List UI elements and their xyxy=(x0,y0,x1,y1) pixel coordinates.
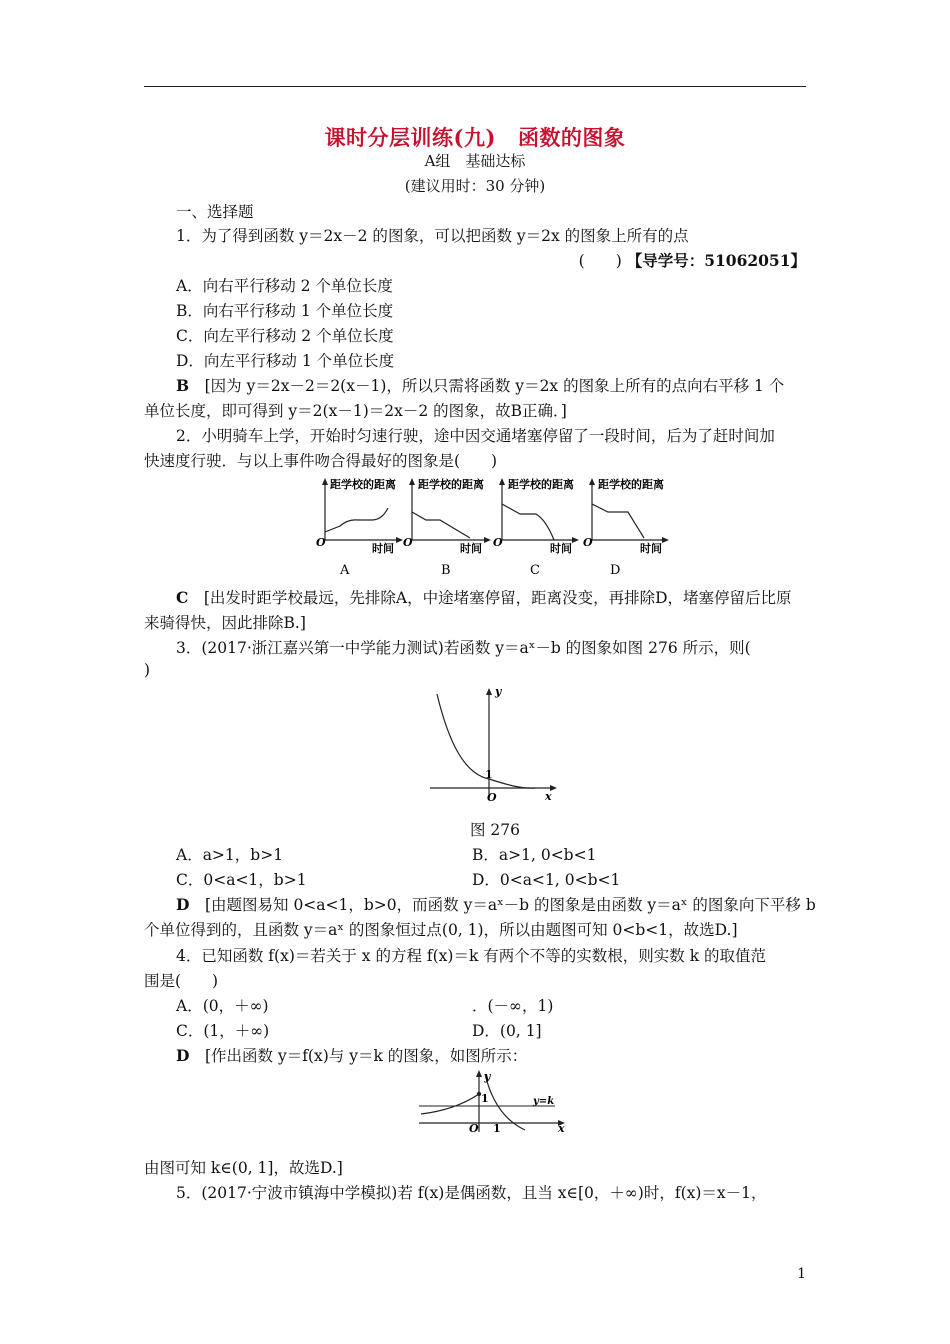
q3-graph xyxy=(425,684,560,804)
q1-answer-cont: 单位长度，即可得到 y＝2(x－1)＝2x－2 的图象，故B正确．] xyxy=(144,402,567,420)
q2-graph-c xyxy=(493,477,579,578)
q1-stem: 1．为了得到函数 y＝2x－2 的图象，可以把函数 y＝2x 的图象上所有的点 xyxy=(176,227,689,245)
title-main: 课时分层训练(九) xyxy=(324,125,496,150)
q4-line-label: y=k xyxy=(533,1096,555,1107)
q2-d-ylabel: 距学校的距离 xyxy=(598,478,664,491)
q3-answer xyxy=(176,893,816,915)
q4-graph xyxy=(415,1068,570,1133)
page-number: 1 xyxy=(797,1266,806,1282)
q1-guide-number: 【导学号：51062051】 xyxy=(626,251,806,270)
q2-a-caption: A xyxy=(340,563,350,578)
q1-option-a: A．向右平行移动 2 个单位长度 xyxy=(176,277,393,295)
q1-answer xyxy=(176,374,784,396)
q2-c-origin: O xyxy=(493,536,503,549)
q2-answer-text: [出发时距学校最远，先排除A，中途堵塞停留，距离没变，再排除D，堵塞停留后比原 xyxy=(203,589,792,607)
q1-option-d: D．向左平行移动 1 个单位长度 xyxy=(176,352,395,370)
q3-ylabel: y xyxy=(495,685,502,698)
q3-answer-cont: 个单位得到的，且函数 y＝aˣ 的图象恒过点(0, 1)，所以由题图可知 0<b<1，故选D.] xyxy=(144,921,738,939)
group-label: A组 基础达标 xyxy=(424,152,526,170)
page-title xyxy=(0,122,950,152)
q2-answer-letter: C xyxy=(176,588,189,607)
q3-stem-cont: ) xyxy=(144,661,151,679)
q3-option-a: A．a>1，b>1 xyxy=(176,846,284,864)
q4-tick-x: 1 xyxy=(493,1122,501,1133)
q1-guide-line xyxy=(579,249,806,271)
q3-option-b: B．a>1, 0<b<1 xyxy=(472,846,597,864)
q5-stem: 5．(2017·宁波市镇海中学模拟)若 f(x)是偶函数，且当 x∈[0，＋∞)时，f(x)＝x－1， xyxy=(176,1184,767,1202)
q4-stem-cont: 围是( ) xyxy=(144,972,219,990)
q3-tick-1: 1 xyxy=(485,768,493,781)
q4-option-c: C．(1，＋∞) xyxy=(176,1022,270,1040)
q2-b-caption: B xyxy=(441,563,451,578)
q4-answer xyxy=(176,1044,527,1066)
q3-answer-text: [由题图易知 0<a<1，b>0，而函数 y＝aˣ－b 的图象是由函数 y＝aˣ 的图象向下平移 b xyxy=(204,896,816,914)
q2-d-caption: D xyxy=(610,563,621,578)
q3-figure-caption: 图 276 xyxy=(470,821,521,839)
q4-option-b: ．(－∞，1) xyxy=(472,997,554,1015)
q1-answer-text: [因为 y＝2x－2＝2(x－1)，所以只需将函数 y＝2x 的图象上所有的点向右平移 1 个 xyxy=(204,377,785,395)
q2-b-xlabel: 时间 xyxy=(460,542,482,555)
q4-origin: O xyxy=(469,1122,479,1133)
title-topic: 函数的图象 xyxy=(517,125,626,150)
q2-graphs xyxy=(310,474,680,584)
q4-option-a: A．(0，＋∞) xyxy=(176,997,269,1015)
q2-c-ylabel: 距学校的距离 xyxy=(508,478,574,491)
q1-option-b: B．向右平行移动 1 个单位长度 xyxy=(176,302,394,320)
q3-option-c: C．0<a<1，b>1 xyxy=(176,871,307,889)
q3-stem: 3．(2017·浙江嘉兴第一中学能力测试)若函数 y＝aˣ－b 的图象如图 276 所示，则( xyxy=(176,639,751,657)
q4-answer-letter: D xyxy=(176,1046,190,1065)
q3-xlabel: x xyxy=(545,790,552,803)
q2-graph-a xyxy=(316,477,403,578)
q3-answer-letter: D xyxy=(176,895,190,914)
q2-c-xlabel: 时间 xyxy=(550,542,572,555)
suggested-time: (建议用时：30 分钟) xyxy=(404,177,546,195)
q2-d-origin: O xyxy=(583,536,593,549)
q2-stem-cont: 快速度行驶．与以上事件吻合得最好的图象是( ) xyxy=(144,452,498,470)
header-rule xyxy=(144,86,806,87)
q2-graph-d xyxy=(583,477,669,578)
q2-a-origin: O xyxy=(316,536,326,549)
q2-a-ylabel: 距学校的距离 xyxy=(330,478,396,491)
q4-answer-cont: 由图可知 k∈(0, 1]，故选D.] xyxy=(144,1159,343,1177)
q4-xlabel: x xyxy=(558,1122,565,1133)
q2-b-ylabel: 距学校的距离 xyxy=(418,478,484,491)
q2-d-xlabel: 时间 xyxy=(640,542,662,555)
q2-answer xyxy=(176,586,792,608)
q3-option-d: D．0<a<1, 0<b<1 xyxy=(472,871,621,889)
section-heading: 一、选择题 xyxy=(176,203,254,221)
q4-stem: 4．已知函数 f(x)＝若关于 x 的方程 f(x)＝k 有两个不等的实数根，则实数 k 的取值范 xyxy=(176,947,767,965)
q2-graph-b xyxy=(403,477,491,578)
q4-tick-y: 1 xyxy=(481,1092,489,1105)
q2-c-caption: C xyxy=(530,563,540,578)
q4-answer-text: [作出函数 y＝f(x)与 y＝k 的图象，如图所示： xyxy=(204,1047,528,1065)
q1-option-c: C．向左平行移动 2 个单位长度 xyxy=(176,327,394,345)
q3-origin: O xyxy=(487,791,497,804)
q2-a-xlabel: 时间 xyxy=(372,542,394,555)
q2-b-origin: O xyxy=(403,536,413,549)
q2-answer-cont: 来骑得快，因此排除B.] xyxy=(144,614,306,632)
q4-option-d: D．(0, 1] xyxy=(472,1022,542,1040)
q1-answer-letter: B xyxy=(176,376,190,395)
q4-ylabel: y xyxy=(484,1070,491,1083)
q2-stem: 2．小明骑车上学，开始时匀速行驶，途中因交通堵塞停留了一段时间，后为了赶时间加 xyxy=(176,427,775,445)
q1-paren: ( ) xyxy=(578,252,622,270)
